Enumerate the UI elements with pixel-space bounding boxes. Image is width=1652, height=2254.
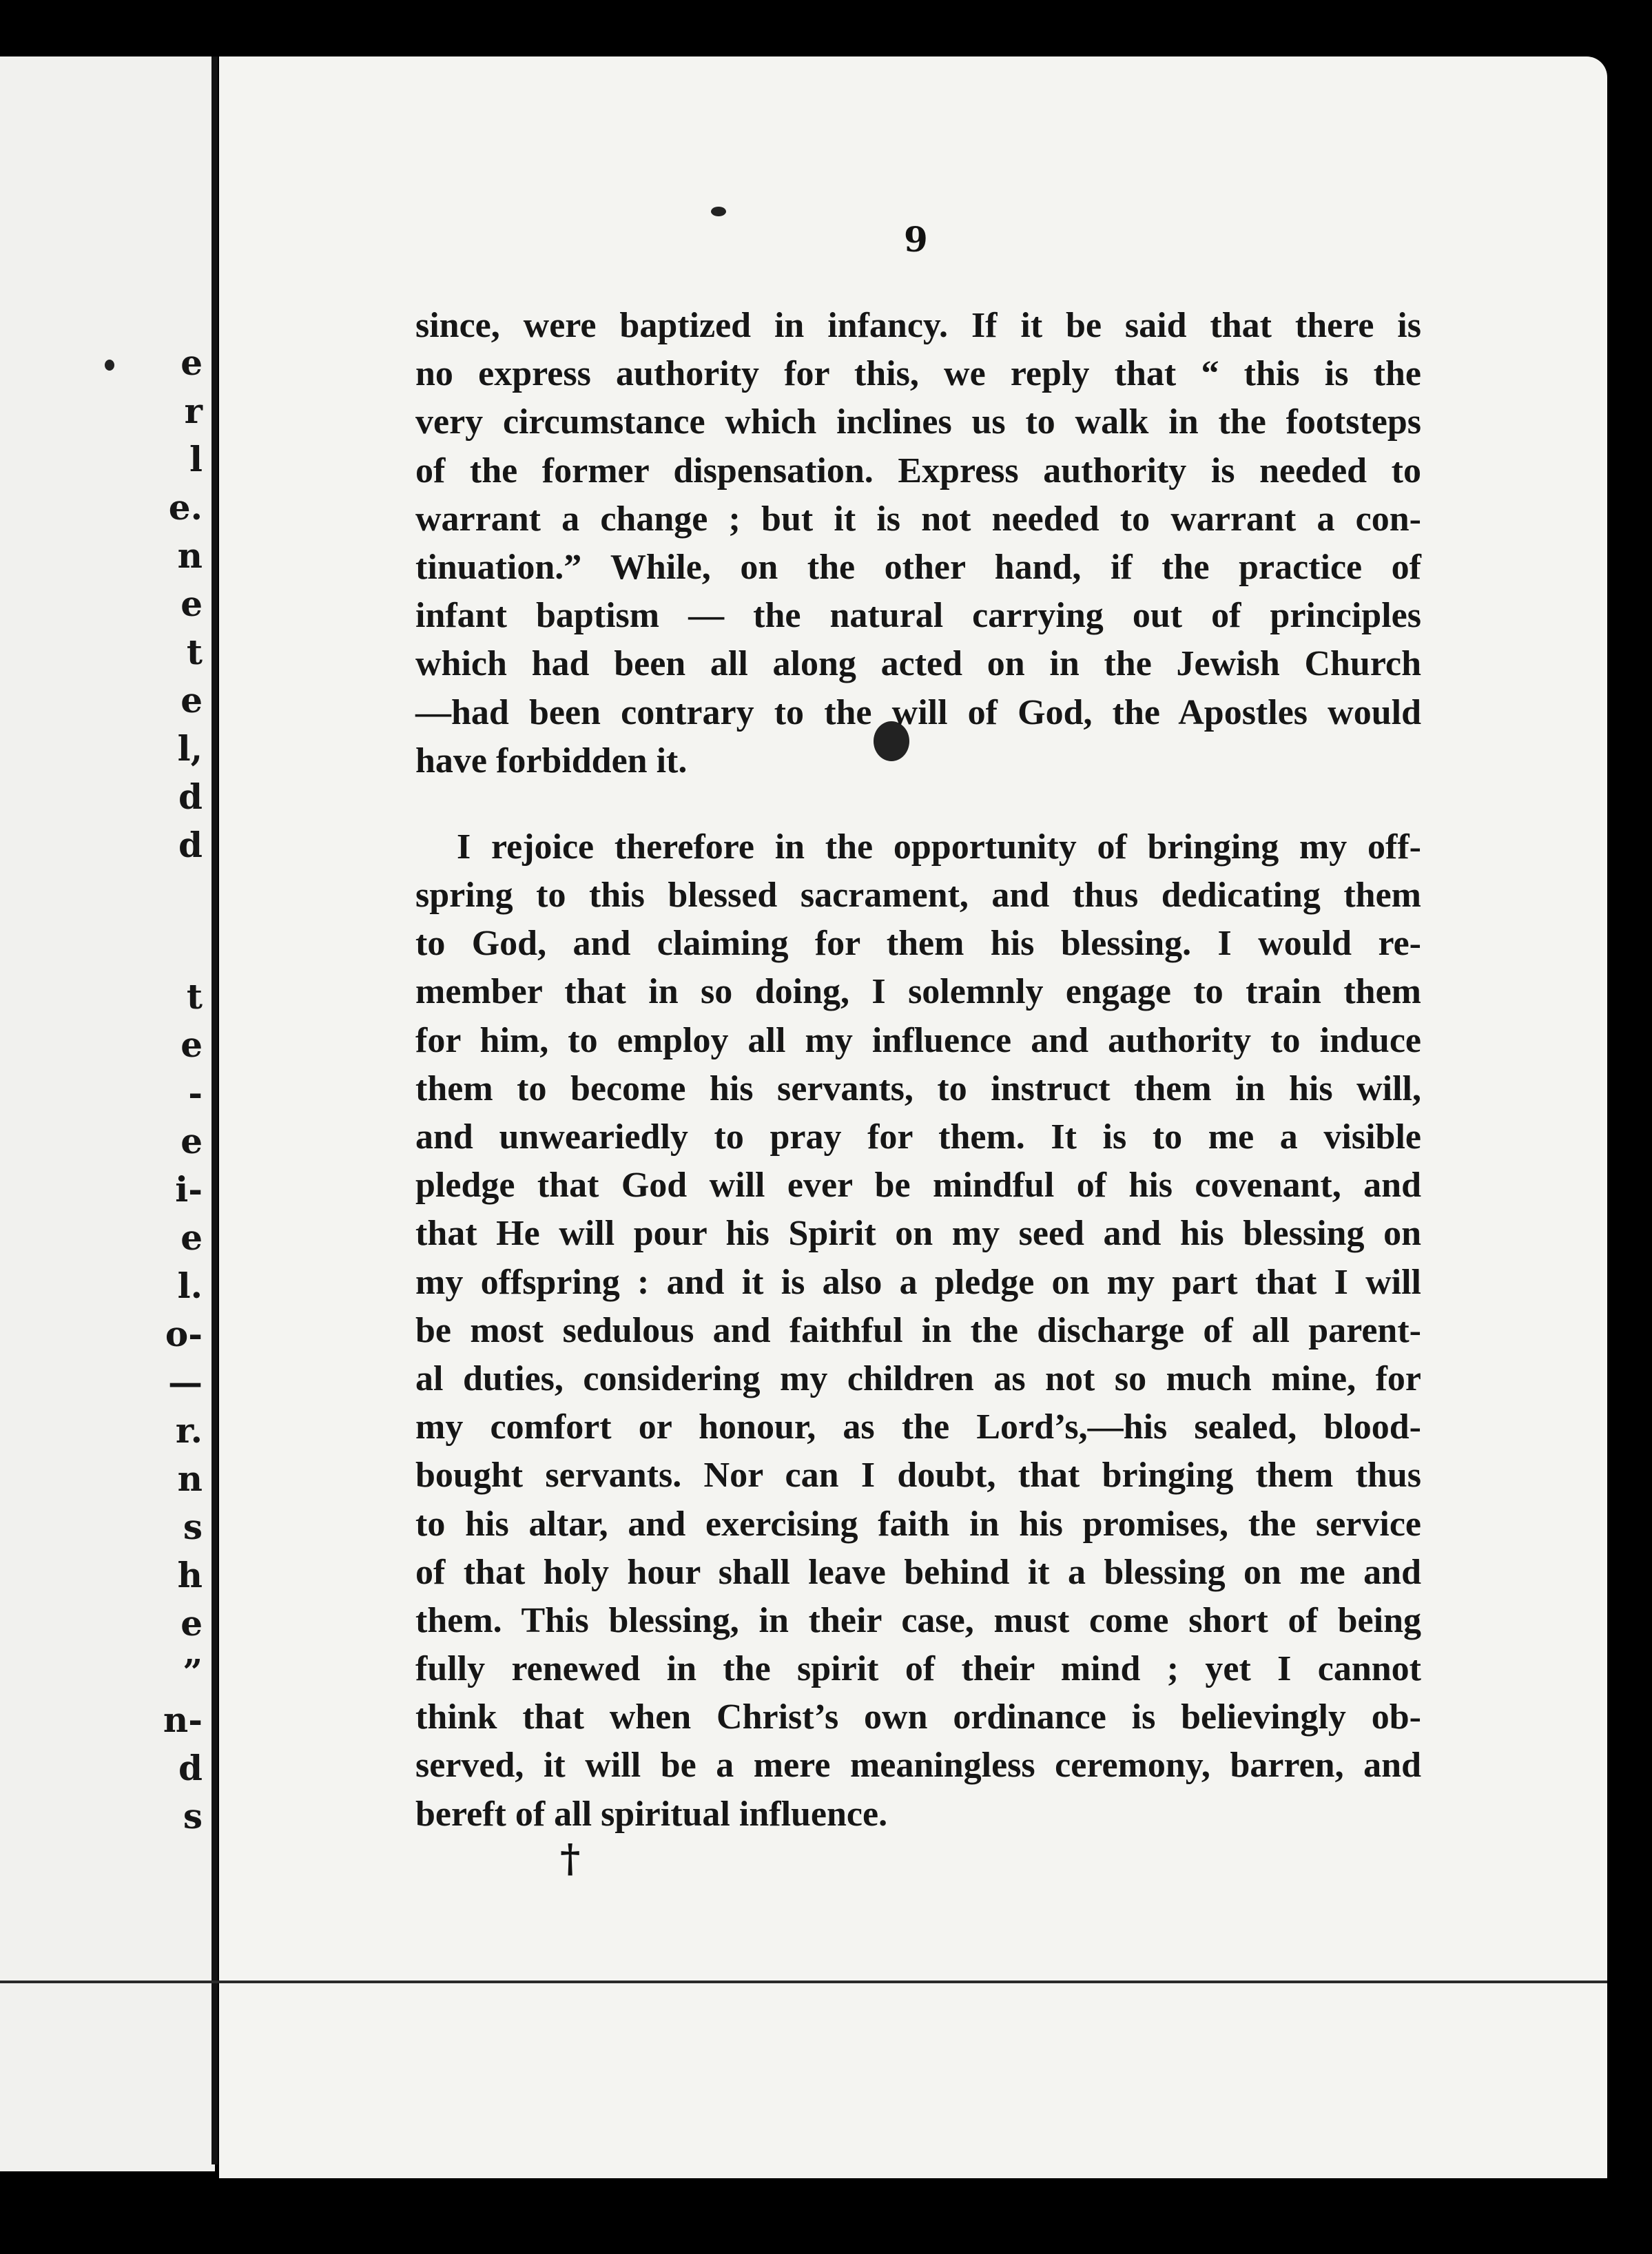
text-line: spring to this blessed sacrament, and thus dedicating them (415, 876, 1421, 916)
facing-page-fragment: n- (163, 1699, 203, 1740)
facing-page-fragment: e (180, 342, 203, 383)
facing-page-fragment: s (183, 1796, 203, 1837)
facing-page-fragment: n (177, 1458, 203, 1499)
facing-page-fragment: l (189, 439, 203, 479)
facing-page-fragment: — (168, 1362, 203, 1403)
text-line: think that when Christ’s own ordinance is believingly ob- (415, 1697, 1421, 1737)
text-line: that He will pour his Spirit on my seed and his blessing on (415, 1214, 1421, 1254)
page-number: 9 (904, 219, 928, 260)
facing-page-fragment: n (177, 535, 203, 576)
page-bottom-edge (0, 1981, 1607, 1983)
facing-page-fragment: e (180, 1217, 203, 1258)
paragraph-1 (415, 302, 1421, 785)
text-line: tinuation.” While, on the other hand, if the practice of (415, 547, 1421, 587)
facing-page (0, 56, 215, 2171)
facing-page-fragment: d (178, 825, 203, 865)
text-line: and unweariedly to pray for them. It is to me a visible (415, 1117, 1421, 1157)
paragraph-spacer (415, 785, 1421, 823)
facing-page-fragment: e (180, 680, 203, 721)
text-line: pledge that God will ever be mindful of his covenant, and (415, 1166, 1421, 1206)
text-line: my offspring : and it is also a pledge on my part that I will (415, 1262, 1421, 1302)
facing-page-fragment: d (178, 776, 203, 817)
text-line: to his altar, and exercising faith in his promises, the service (415, 1504, 1421, 1544)
text-line: infant baptism — the natural carrying out of principles (415, 596, 1421, 636)
text-line: I rejoice therefore in the opportunity of bringing my off- (457, 827, 1421, 867)
text-line: them to become his servants, to instruct them in his will, (415, 1068, 1421, 1108)
facing-page-fragment (147, 869, 203, 973)
facing-page-fragment: e (180, 583, 203, 624)
text-line: very circumstance which inclines us to walk in the footsteps (415, 402, 1421, 442)
book-gutter (211, 56, 218, 2164)
text-line: have forbidden it. (415, 741, 688, 780)
text-line: warrant a change ; but it is not needed to warrant a con- (415, 499, 1421, 539)
facing-page-fragment: l. (177, 1265, 203, 1306)
text-line: al duties, considering my children as not so much mine, for (415, 1358, 1421, 1398)
facing-page-fragment: i- (175, 1169, 203, 1210)
text-line: fully renewed in the spirit of their mind ; yet I cannot (415, 1649, 1421, 1689)
text-line: of that holy hour shall leave behind it a blessing on me and (415, 1552, 1421, 1592)
body-text (415, 302, 1421, 1839)
facing-page-fragment: e (180, 1121, 203, 1161)
facing-page-fragment: ” (183, 1651, 203, 1692)
text-line: which had been all along acted on in the Jewish Church (415, 644, 1421, 684)
facing-page-fragment: h (177, 1555, 203, 1595)
facing-page-fragment: d (178, 1748, 203, 1788)
facing-page-fragment: o- (165, 1314, 203, 1354)
facing-page-fragment: t (186, 632, 203, 672)
text-line: bereft of all spiritual influence. (415, 1794, 888, 1834)
text-line: bought servants. Nor can I doubt, that bringing them thus (415, 1456, 1421, 1496)
text-line: my comfort or honour, as the Lord’s,—his sealed, blood- (415, 1407, 1421, 1447)
facing-page-fragment: e. (168, 487, 203, 528)
facing-page-fragment: - (188, 1073, 203, 1113)
text-line: to God, and claiming for them his blessing. I would re- (415, 924, 1421, 964)
text-line: them. This blessing, in their case, must come short of being (415, 1600, 1421, 1640)
facing-page-fragment: l, (177, 728, 203, 769)
facing-page-fragment: s (183, 1507, 203, 1547)
facing-page-fragment: t (186, 976, 203, 1017)
ink-blot (711, 207, 726, 216)
ink-blot (105, 360, 114, 371)
text-line: no express authority for this, we reply that “ this is the (415, 354, 1421, 394)
facing-page-fragment: r (184, 391, 203, 431)
facing-page-text-fragments (147, 339, 203, 1841)
text-line: be most sedulous and faithful in the discharge of all parent- (415, 1310, 1421, 1350)
facing-page-fragment: e (180, 1603, 203, 1644)
paragraph-2 (415, 823, 1421, 1839)
facing-page-fragment: r. (175, 1410, 203, 1451)
facing-page-fragment: e (180, 1024, 203, 1065)
text-line: —had been contrary to the will of God, the Apostles would (415, 692, 1421, 732)
text-line: for him, to employ all my influence and authority to induce (415, 1020, 1421, 1060)
text-line: served, it will be a mere meaningless ceremony, barren, and (415, 1746, 1421, 1786)
dagger-mark: † (560, 1836, 581, 1881)
text-line: of the former dispensation. Express authority is needed to (415, 451, 1421, 490)
text-line: since, were baptized in infancy. If it be said that there is (415, 306, 1421, 345)
text-line: member that in so doing, I solemnly engage to train them (415, 972, 1421, 1012)
